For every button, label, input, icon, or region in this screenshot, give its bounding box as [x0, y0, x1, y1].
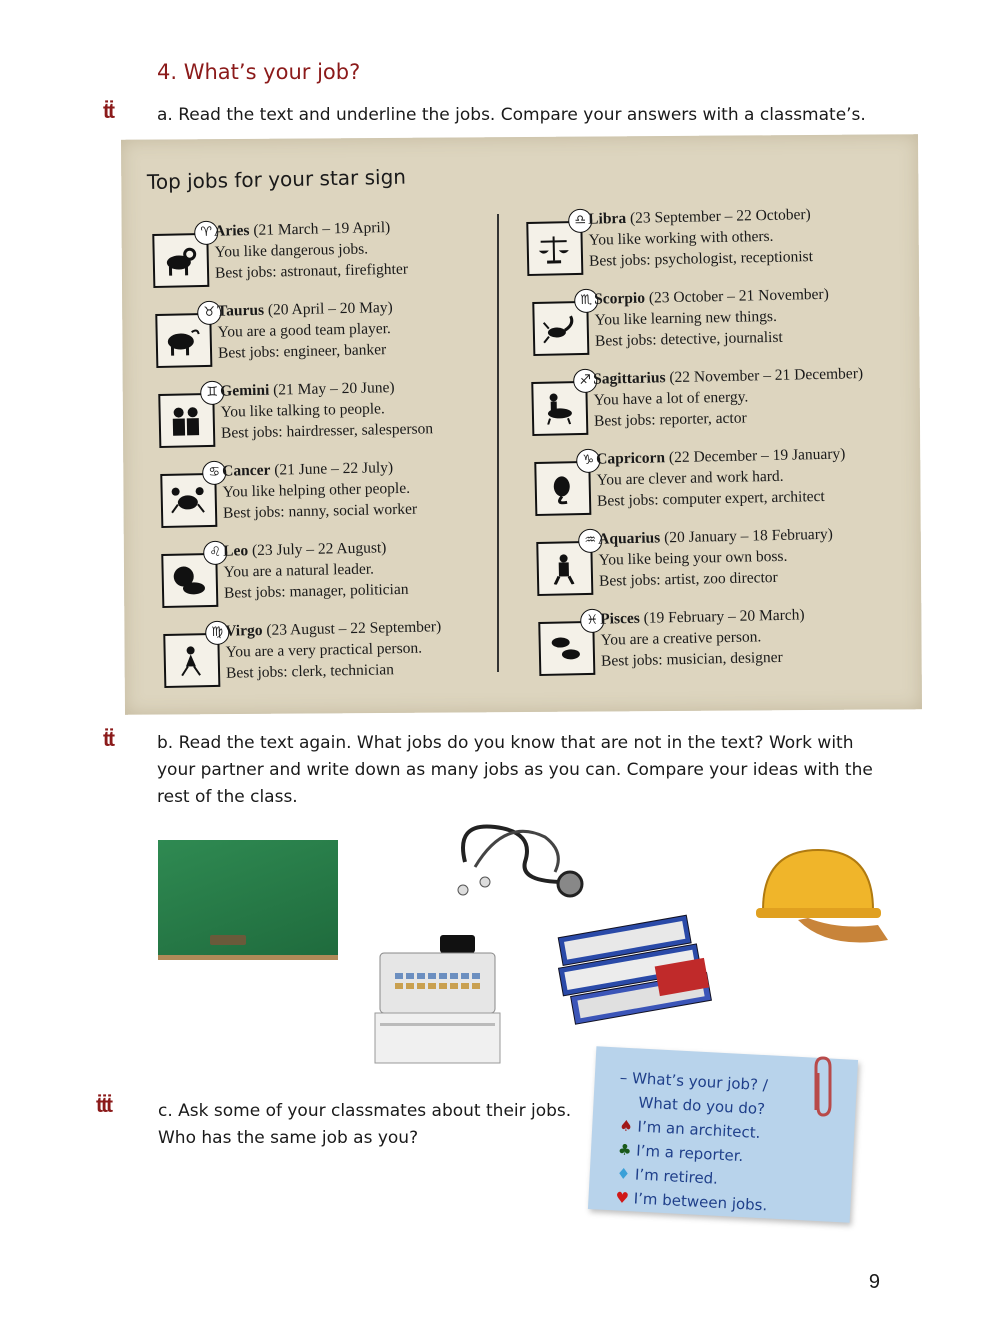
sign-dates: (20 April – 20 May) [267, 299, 393, 319]
sign-trait: You like helping other people. [222, 479, 411, 501]
sign-jobs: Best jobs: nanny, social worker [222, 500, 418, 522]
fish-icon [538, 612, 599, 676]
sign-dates: (22 November – 21 December) [669, 365, 864, 387]
sign-trait: You like being your own boss. [598, 547, 788, 569]
virgo-glyph: ♍ [205, 621, 229, 645]
sign-name: Scorpio [594, 289, 646, 308]
sign-trait: You have a lot of energy. [593, 388, 749, 409]
spade-icon: ♠ [618, 1116, 634, 1136]
sign-leo [161, 534, 522, 612]
instruction-c-line: Who has the same job as you? [158, 1128, 419, 1148]
heart-icon: ♥ [615, 1188, 630, 1208]
sign-aquarius [536, 522, 897, 600]
sign-capricorn [534, 442, 895, 520]
sign-dates: (23 September – 22 October) [629, 206, 811, 227]
taurus-glyph: ♉ [197, 301, 221, 325]
paperclip-icon [808, 1055, 838, 1120]
ram-icon [152, 224, 213, 288]
note-answer-text: I’m between jobs. [633, 1189, 768, 1215]
capricorn-glyph: ♑ [576, 449, 600, 473]
sign-jobs: Best jobs: reporter, actor [593, 409, 747, 430]
stethoscope-image [445, 812, 595, 902]
sign-name: Virgo [225, 621, 263, 640]
scorpio-glyph: ♏ [574, 289, 598, 313]
sign-gemini [158, 374, 519, 452]
binders-image [555, 910, 720, 1025]
sign-jobs: Best jobs: detective, journalist [594, 328, 783, 350]
group-work-icon: ṫṫṫ [96, 1094, 111, 1117]
hard-hat-image [748, 840, 893, 955]
goat-icon [534, 452, 595, 516]
sign-trait: You are a natural leader. [223, 560, 375, 581]
note-question-alt: What do you do? [638, 1093, 766, 1119]
sign-dates: (21 May – 20 June) [272, 379, 395, 399]
sign-trait: You like dangerous jobs. [214, 240, 369, 261]
sign-name: Taurus [217, 301, 265, 320]
instruction-b-line: b. Read the text again. What jobs do you know that are not in the text? Work with [157, 733, 854, 753]
section-title: 4. What’s your job? [157, 60, 361, 84]
sign-pisces [538, 602, 899, 680]
sign-trait: You are clever and work hard. [596, 467, 784, 489]
sign-name: Aries [214, 221, 250, 240]
leo-glyph: ♌ [203, 541, 227, 565]
instruction-b-line: rest of the class. [157, 787, 298, 807]
sign-jobs: Best jobs: musician, designer [600, 648, 783, 670]
sign-dates: (23 July – 22 August) [251, 539, 387, 560]
note-answer-text: I’m retired. [634, 1165, 719, 1188]
sign-dates: (20 January – 18 February) [663, 525, 833, 547]
sign-jobs: Best jobs: hairdresser, salesperson [220, 420, 434, 442]
sign-name: Libra [588, 209, 627, 228]
sign-jobs: Best jobs: computer expert, architect [596, 487, 825, 510]
archer-icon [531, 372, 592, 436]
sign-trait: You are a very practical person. [225, 639, 423, 661]
sign-name: Gemini [220, 381, 270, 400]
note-question: – What’s your job? / [619, 1068, 769, 1095]
sign-name: Pisces [600, 609, 640, 628]
sign-dates: (21 March – 19 April) [253, 219, 391, 239]
aquarius-glyph: ♒ [578, 529, 602, 553]
sign-dates: (21 June – 22 July) [274, 459, 394, 479]
instruction-c [158, 1098, 571, 1152]
twins-icon [158, 384, 219, 448]
instruction-b-line: your partner and write down as many jobs as you can. Compare your ideas with the [157, 760, 873, 780]
pair-work-icon: ṫṫ [103, 728, 113, 751]
sign-jobs: Best jobs: psychologist, receptionist [588, 248, 814, 270]
sign-name: Aquarius [598, 529, 661, 548]
water-bearer-icon [536, 532, 597, 596]
scorpion-icon [532, 292, 593, 356]
panel-title: Top jobs for your star sign [146, 164, 407, 194]
sign-scorpio [532, 282, 893, 360]
sign-trait: You like learning new things. [594, 307, 778, 329]
sign-dates: (23 October – 21 November) [648, 285, 829, 307]
aries-glyph: ♈ [194, 221, 218, 245]
cash-register-image [370, 935, 505, 1065]
sign-libra [526, 202, 887, 280]
pisces-glyph: ♓ [580, 609, 604, 633]
sign-jobs: Best jobs: engineer, banker [217, 341, 387, 362]
libra-glyph: ♎ [568, 209, 592, 233]
sign-name: Cancer [222, 461, 271, 480]
eraser [210, 935, 246, 945]
cancer-glyph: ♋ [202, 461, 226, 485]
instruction-b [157, 730, 873, 811]
sign-sagittarius [531, 362, 892, 440]
sign-jobs: Best jobs: clerk, technician [225, 661, 395, 682]
note-answer-text: I’m a reporter. [635, 1141, 744, 1166]
crab-icon [160, 464, 221, 528]
sign-trait: You like talking to people. [220, 400, 385, 421]
sign-dates: (23 August – 22 September) [266, 618, 442, 639]
sign-dates: (19 February – 20 March) [643, 606, 805, 627]
sign-trait: You are a creative person. [600, 628, 762, 649]
diamond-icon: ♦ [616, 1164, 631, 1184]
instruction-c-line: c. Ask some of your classmates about their jobs. [158, 1101, 572, 1121]
pair-work-icon: ṫṫ [103, 100, 113, 123]
maiden-icon [163, 624, 224, 688]
chalkboard-image [158, 840, 338, 960]
sign-jobs: Best jobs: astronaut, firefighter [214, 260, 409, 282]
sign-jobs: Best jobs: manager, politician [223, 580, 409, 602]
instruction-a: a. Read the text and underline the jobs. Compare your answers with a classmate’s. [157, 105, 866, 125]
sign-name: Leo [223, 542, 249, 560]
sign-taurus [155, 294, 516, 372]
lion-icon [161, 544, 222, 608]
sign-jobs: Best jobs: artist, zoo director [598, 568, 778, 590]
page-number: 9 [868, 1271, 880, 1293]
note-answer-text: I’m an architect. [637, 1117, 761, 1142]
sagittarius-glyph: ♐ [573, 369, 597, 393]
sign-name: Sagittarius [593, 369, 666, 388]
sign-dates: (22 December – 19 January) [668, 445, 846, 467]
sign-virgo [163, 614, 524, 692]
sign-trait: You are a good team player. [217, 320, 391, 341]
sign-aries [152, 214, 513, 292]
sign-cancer [160, 454, 521, 532]
sign-name: Capricorn [596, 449, 666, 468]
bull-icon [155, 304, 216, 368]
sign-trait: You like working with others. [588, 227, 774, 249]
scales-icon [526, 212, 587, 276]
gemini-glyph: ♊ [200, 381, 224, 405]
club-icon: ♣ [617, 1140, 632, 1160]
